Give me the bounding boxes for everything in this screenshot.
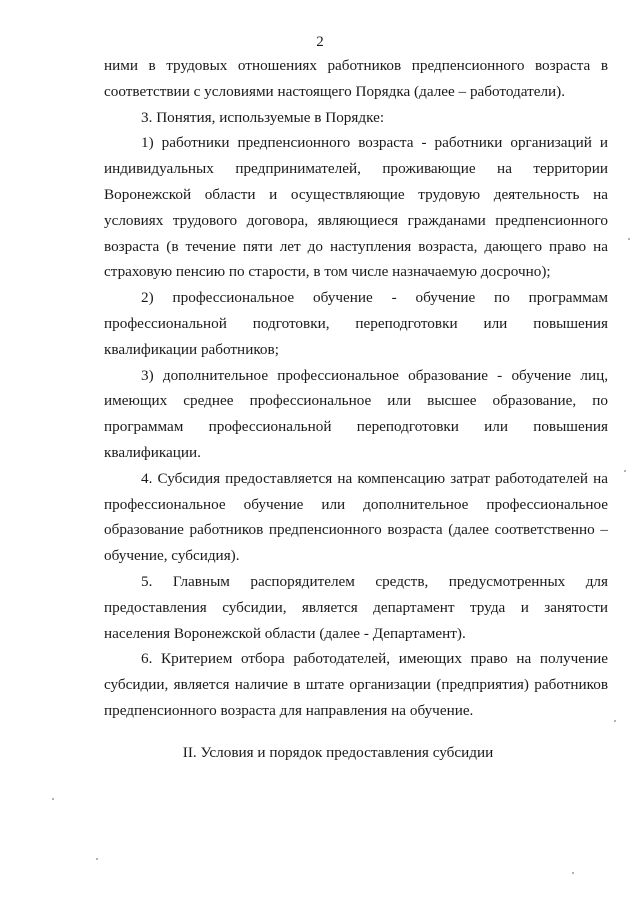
page-number: 2 [316,34,324,50]
document-body [104,53,608,724]
scan-speck [628,238,630,240]
scan-speck [614,720,616,722]
paragraph-definition-2: 2) профессиональное обучение - обучение по программам профессиональной подготовки, переподготовки или повышения квалификации работников; [104,289,608,358]
paragraph-definition-1: 1) работники предпенсионного возраста - работники организаций и индивидуальных предпринимателей, проживающие на территории Воронежской области и осуществляющие трудовую деятельность на условиях трудового договора, являющиеся гражданами предпенсионного возраста (в течение пяти лет до наступления возраста, дающего право на страховую пенсию по старости, в том числе назначаемую досрочно); [104,134,608,281]
paragraph-item-5: 5. Главным распорядителем средств, предусмотренных для предоставления субсидии, является департамент труда и занятости населения Воронежской области (далее - Департамент). [104,572,608,642]
section-heading: II. Условия и порядок предоставления субсидии [182,744,494,761]
paragraph-continuation: ними в трудовых отношениях работников предпенсионного возраста в соответствии с условиями настоящего Порядка (далее – работодатели). [104,57,608,100]
paragraph-definition-3: 3) дополнительное профессиональное образование - обучение лиц, имеющих среднее профессиональное или высшее образование, по программам профессиональной переподготовки или повышения квалификации. [104,366,608,461]
paragraph-item-3: 3. Понятия, используемые в Порядке: [141,108,385,126]
paragraph-item-4: 4. Субсидия предоставляется на компенсацию затрат работодателей на профессиональное обучение или дополнительное профессиональное образование работников предпенсионного возраста (далее соответственно – обучение, субсидия). [104,469,608,565]
scan-speck [96,858,98,860]
scan-speck [624,470,626,472]
scan-speck [52,798,54,800]
paragraph-item-6: 6. Критерием отбора работодателей, имеющих право на получение субсидии, является наличие в штате организации (предприятия) работников предпенсионного возраста для направления на обучение. [104,650,608,719]
scan-speck [572,872,574,874]
